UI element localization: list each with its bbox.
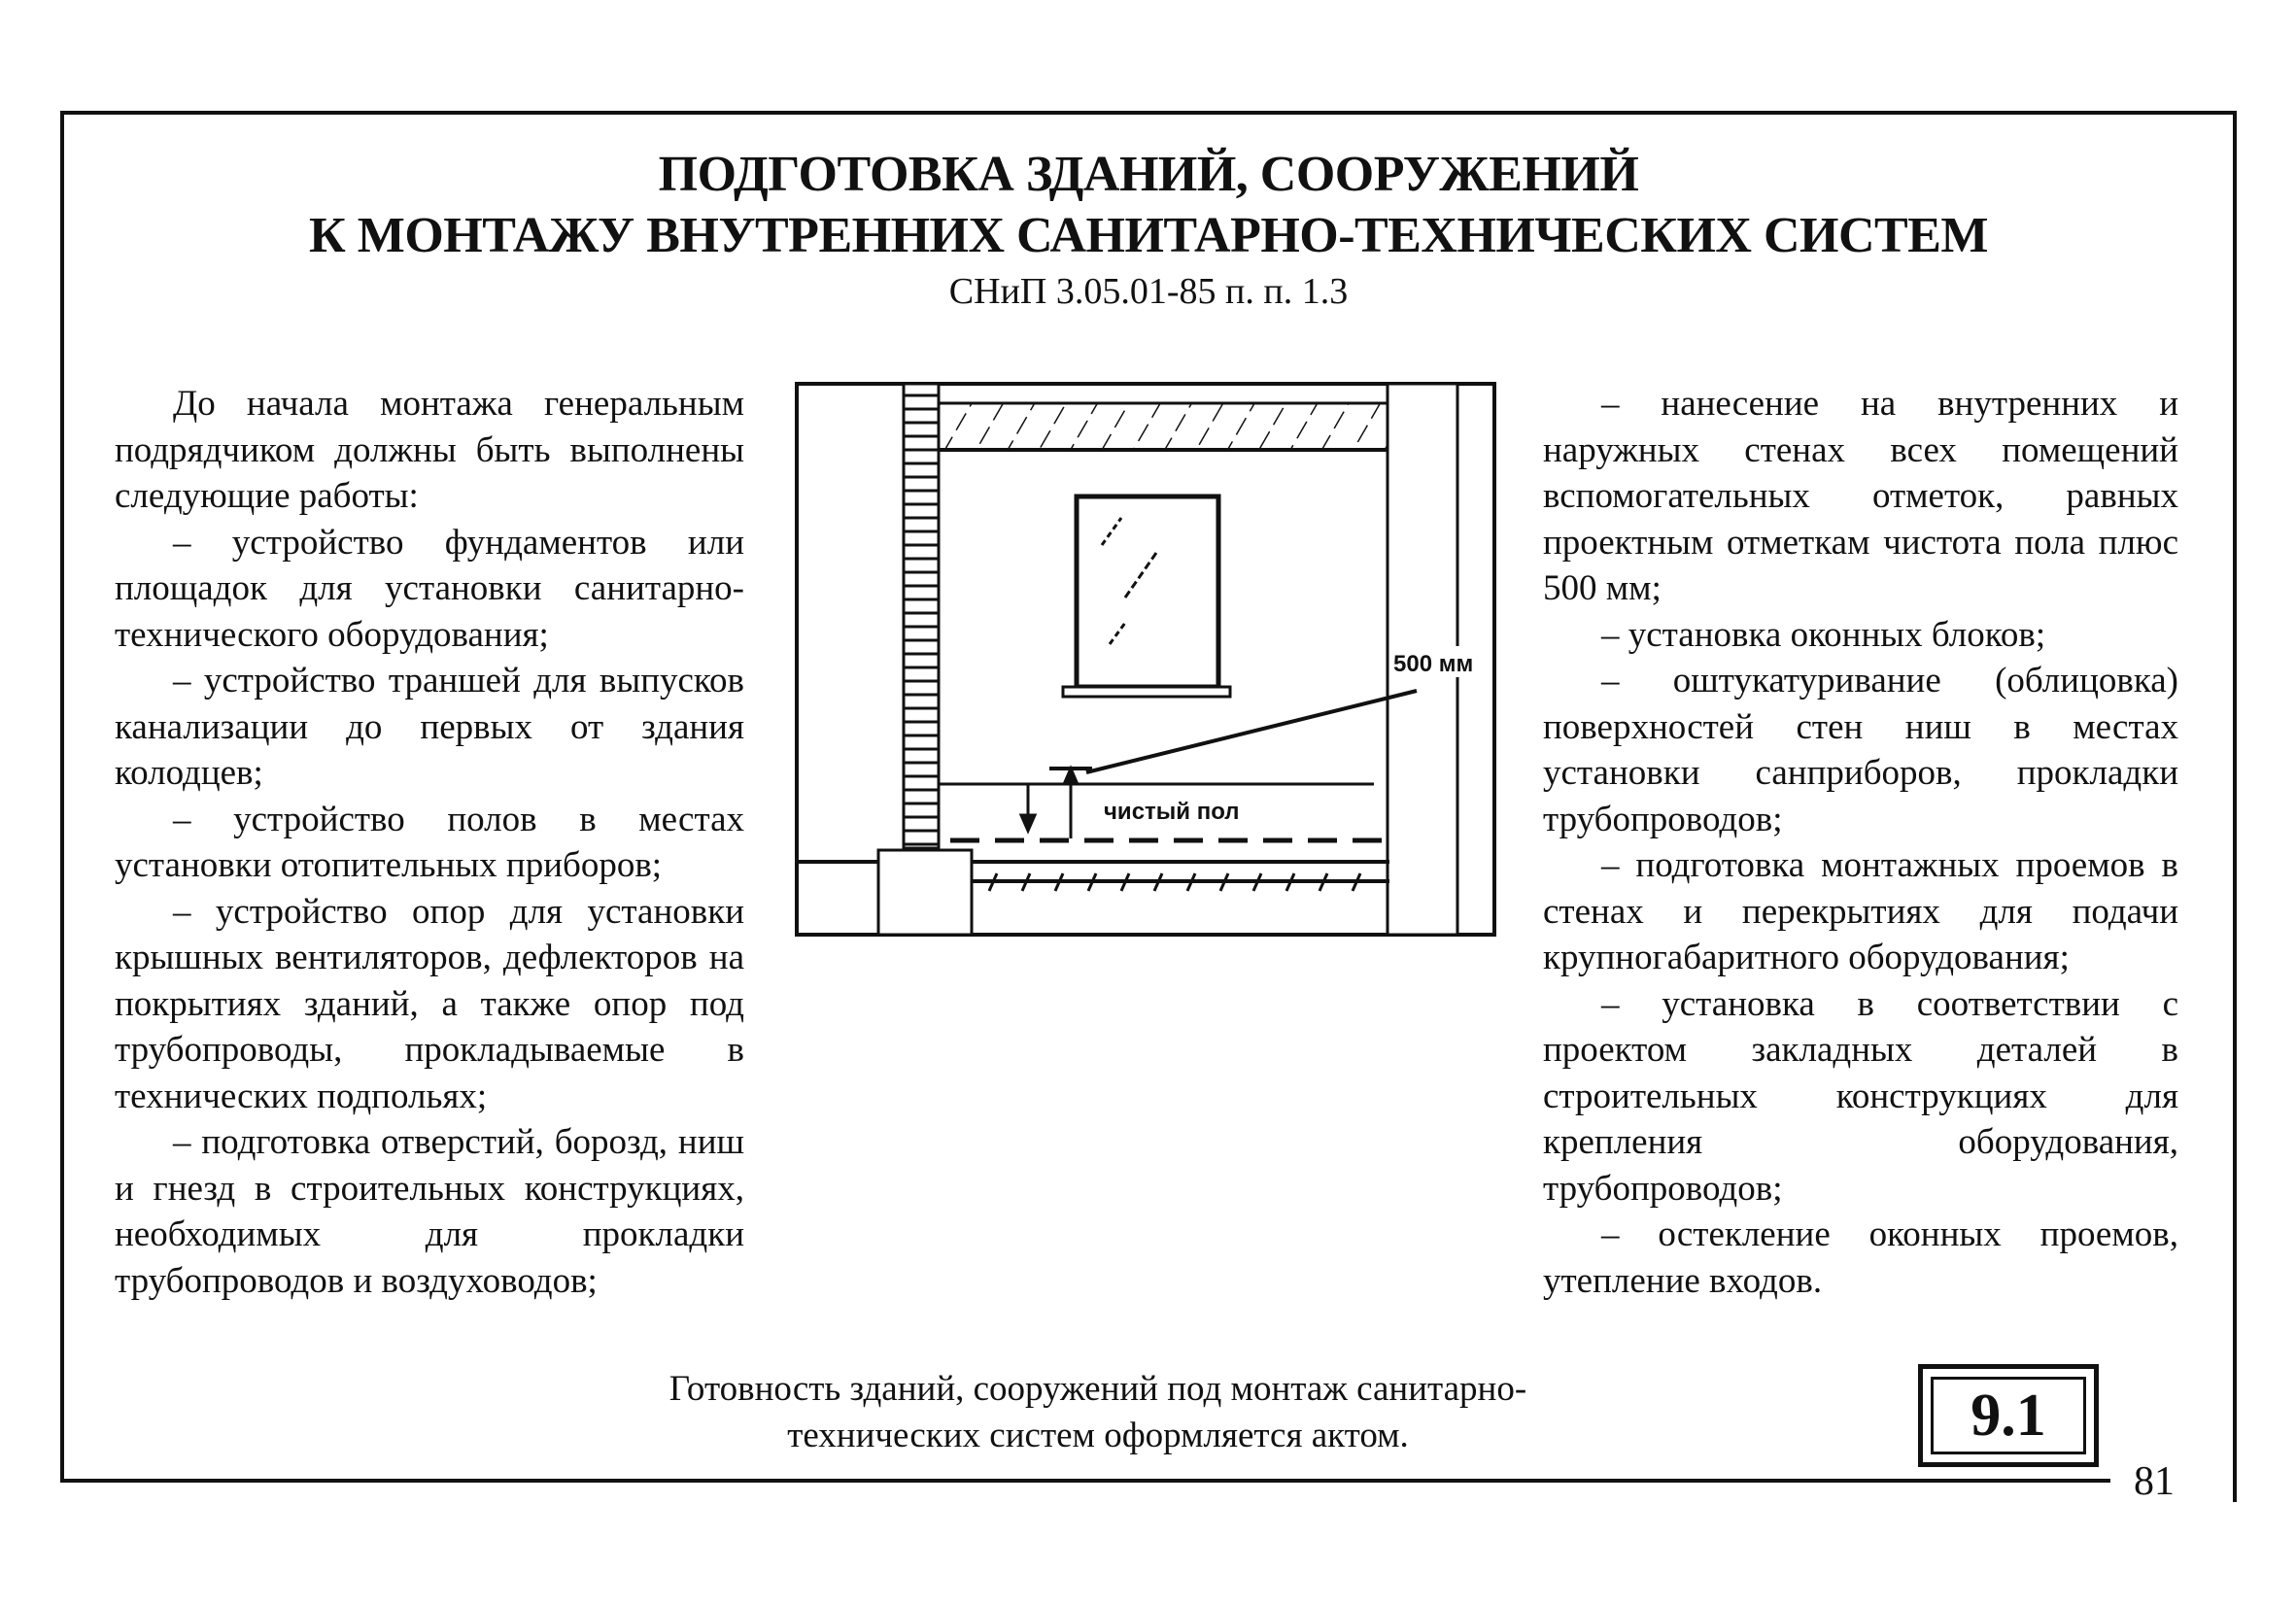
window <box>1063 496 1230 697</box>
left-column <box>115 381 744 1304</box>
paragraph: – установка в соответствии с проектом закладных деталей в строительных конструкциях для крепления оборудования, трубопроводов; <box>1543 983 2178 1209</box>
mark-500-label: 500 мм <box>1393 651 1474 677</box>
building-section-diagram <box>795 382 1496 937</box>
paragraph: – подготовка монтажных проемов в стенах и перекрытиях для подачи крупногабаритного оборудования; <box>1543 845 2178 977</box>
paragraph: – установка оконных блоков; <box>1601 614 2046 655</box>
paragraph: – остекление оконных проемов, утепление входов. <box>1543 1214 2178 1301</box>
mark-leader-line <box>1086 691 1417 772</box>
sheet-number-box <box>1918 1364 2099 1467</box>
paragraph: До начала монтажа генеральным подрядчиком должны быть выполнены следующие работы: <box>115 384 744 516</box>
right-column <box>1543 381 2178 1304</box>
sheet-number: 9.1 <box>1931 1377 2086 1454</box>
foundation <box>878 850 972 935</box>
ceiling-slab <box>939 403 1409 450</box>
clean-floor-label: чистый пол <box>1104 799 1240 825</box>
conclusion-text <box>544 1366 1652 1459</box>
frame-tail <box>2233 1483 2237 1502</box>
paragraph: – устройство опор для установки крышных вентиляторов, дефлекторов на покрытиях зданий, а также опор под трубопроводы, прокладываемые в технических подпольях; <box>115 891 744 1116</box>
bottom-rule <box>60 1479 2110 1483</box>
page-title-line2: К МОНТАЖУ ВНУТРЕННИХ САНИТАРНО-ТЕХНИЧЕСКИХ СИСТЕМ <box>309 208 1988 263</box>
brick-wall <box>904 384 939 848</box>
conclusion-line1: Готовность зданий, сооружений под монтаж санитарно- <box>668 1369 1527 1409</box>
page-number: 81 <box>2134 1459 2175 1504</box>
conclusion-line2: технических систем оформляется актом. <box>787 1416 1409 1455</box>
paragraph: – устройство фундаментов или площадок для установки санитарно-технического оборудования; <box>115 522 744 655</box>
norm-reference: СНиП 3.05.01-85 п. п. 1.3 <box>948 271 1349 312</box>
paragraph: – нанесение на внутренних и наружных стенах всех помещений вспомогательных отметок, равных проектным отметкам чистота пола плюс 500 мм; <box>1543 384 2178 608</box>
paragraph: – подготовка отверстий, борозд, ниш и гнезд в строительных конструкциях, необходимых для прокладки трубопроводов и воздуховодов; <box>115 1122 744 1301</box>
paragraph: – оштукатуривание (облицовка) поверхностей стен ниш в местах установки санприборов, прокладки трубопроводов; <box>1543 661 2178 839</box>
page-title-line1: ПОДГОТОВКА ЗДАНИЙ, СООРУЖЕНИЙ <box>658 147 1639 202</box>
paragraph: – устройство полов в местах установки отопительных приборов; <box>115 799 744 885</box>
paragraph: – устройство траншей для выпусков канализации до первых от здания колодцев; <box>115 661 744 793</box>
